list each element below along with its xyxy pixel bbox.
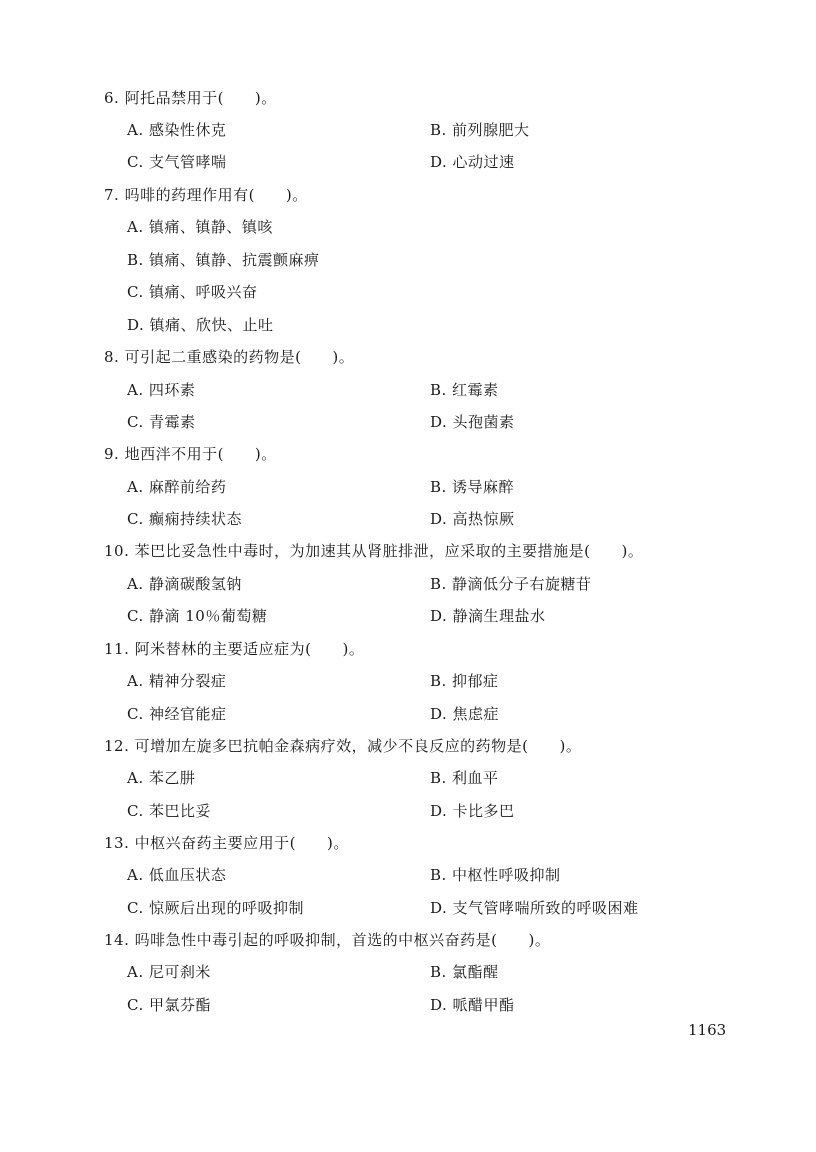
q13-option-c: C. 惊厥后出现的呼吸抑制	[127, 899, 304, 917]
q12-option-c: C. 苯巴比妥	[127, 802, 211, 820]
q13-option-d: D. 支气管哮喘所致的呼吸困难	[430, 899, 639, 917]
q7-option-a: A. 镇痛、镇静、镇咳	[127, 218, 273, 236]
q6-option-a: A. 感染性休克	[127, 121, 227, 139]
q13-option-b: B. 中枢性呼吸抑制	[430, 866, 561, 884]
q7-option-b: B. 镇痛、镇静、抗震颤麻痹	[127, 251, 320, 269]
q12-option-a: A. 苯乙肼	[127, 769, 196, 787]
q8-option-c: C. 青霉素	[127, 413, 196, 431]
q9-option-a: A. 麻醉前给药	[127, 478, 227, 496]
q9-option-c: C. 癫痫持续状态	[127, 510, 242, 528]
q10-option-b: B. 静滴低分子右旋糖苷	[430, 575, 592, 593]
q10-option-c: C. 静滴 10％葡萄糖	[127, 607, 268, 625]
q14-option-d: D. 哌醋甲酯	[430, 996, 515, 1014]
question-9: 9. 地西泮不用于( )。	[104, 445, 277, 463]
q8-option-d: D. 头孢菌素	[430, 413, 515, 431]
q12-option-b: B. 利血平	[430, 769, 499, 787]
page-number: 1163	[688, 1021, 727, 1039]
q10-option-d: D. 静滴生理盐水	[430, 607, 546, 625]
question-6: 6. 阿托品禁用于( )。	[104, 89, 277, 107]
question-12: 12. 可增加左旋多巴抗帕金森病疗效，减少不良反应的药物是( )。	[104, 737, 582, 755]
question-7: 7. 吗啡的药理作用有( )。	[104, 186, 308, 204]
q11-option-d: D. 焦虑症	[430, 705, 500, 723]
q6-option-b: B. 前列腺肥大	[430, 121, 530, 139]
q11-option-a: A. 精神分裂症	[127, 672, 227, 690]
q8-option-b: B. 红霉素	[430, 381, 499, 399]
q8-option-a: A. 四环素	[127, 381, 196, 399]
q6-option-c: C. 支气管哮喘	[127, 153, 227, 171]
question-13: 13. 中枢兴奋药主要应用于( )。	[104, 834, 349, 852]
q14-option-a: A. 尼可刹米	[127, 963, 211, 981]
q14-option-b: B. 氯酯醒	[430, 963, 499, 981]
q9-option-d: D. 高热惊厥	[430, 510, 515, 528]
q7-option-d: D. 镇痛、欣快、止吐	[127, 316, 274, 334]
q10-option-a: A. 静滴碳酸氢钠	[127, 575, 242, 593]
question-10: 10. 苯巴比妥急性中毒时，为加速其从肾脏排泄，应采取的主要措施是( )。	[104, 542, 644, 560]
q13-option-a: A. 低血压状态	[127, 866, 227, 884]
q12-option-d: D. 卡比多巴	[430, 802, 515, 820]
q14-option-c: C. 甲氯芬酯	[127, 996, 211, 1014]
q11-option-c: C. 神经官能症	[127, 705, 227, 723]
question-11: 11. 阿米替林的主要适应症为( )。	[104, 640, 365, 658]
question-14: 14. 吗啡急性中毒引起的呼吸抑制，首选的中枢兴奋药是( )。	[104, 931, 551, 949]
question-8: 8. 可引起二重感染的药物是( )。	[104, 348, 355, 366]
q6-option-d: D. 心动过速	[430, 153, 515, 171]
q7-option-c: C. 镇痛、呼吸兴奋	[127, 283, 258, 301]
q9-option-b: B. 诱导麻醉	[430, 478, 515, 496]
q11-option-b: B. 抑郁症	[430, 672, 499, 690]
